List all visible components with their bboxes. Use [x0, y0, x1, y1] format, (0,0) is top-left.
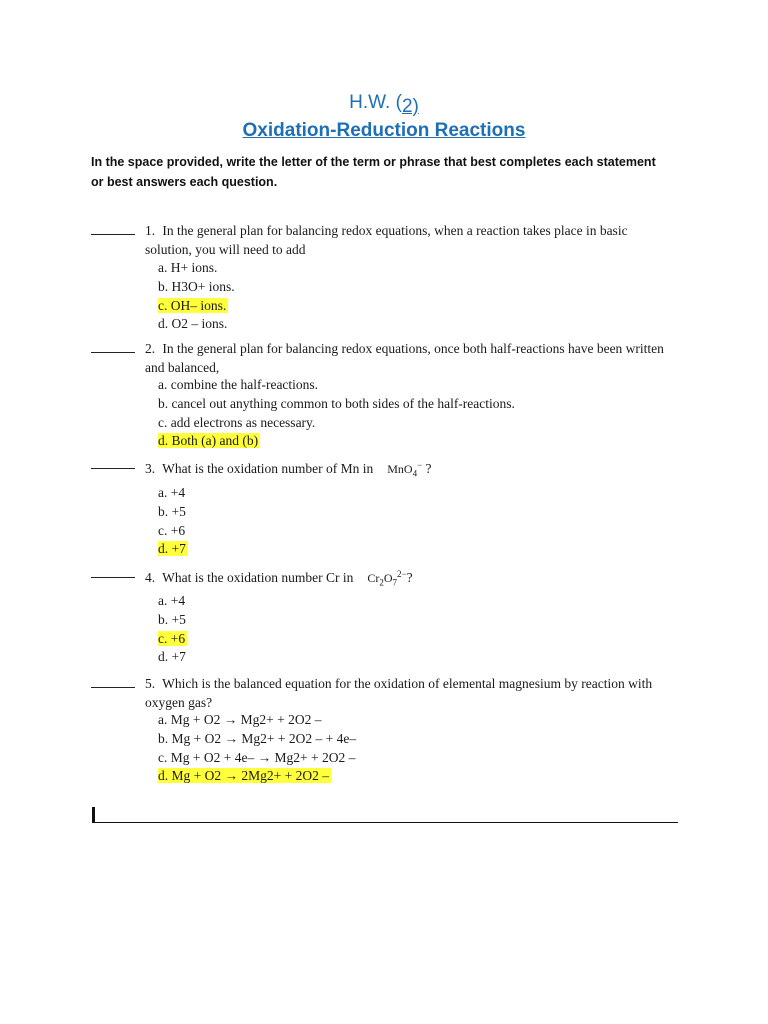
option-list [158, 484, 188, 559]
option: c. +6 [158, 522, 186, 538]
option-list [158, 259, 235, 334]
option-list [158, 711, 356, 786]
answer-blank[interactable] [91, 468, 135, 469]
option: a. +4 [158, 593, 186, 608]
answer-blank[interactable] [91, 577, 135, 578]
dichromate-formula: $Cr_2O_7^{2-}$ [367, 569, 407, 588]
option: d. O2 – ions. [158, 316, 228, 332]
question-stem: 1. In the general plan for balancing redox equations, when a reaction takes place in basic solution, you will need to add [145, 223, 628, 257]
answer-blank[interactable] [91, 352, 135, 353]
question-stem: 2. In the general plan for balancing redox equations, once both half-reactions have been written and balanced, [145, 341, 664, 375]
option: a. combine the half-reactions. [158, 377, 319, 392]
option: a. Mg + O2 → Mg2+ + 2O2 – [158, 712, 322, 727]
option-list [158, 592, 187, 667]
option: d. Both (a) and (b) [158, 433, 259, 449]
permanganate-formula: MnO$_4$− [387, 460, 423, 479]
page-subtitle: Oxidation-Reduction Reactions [242, 120, 526, 141]
answer-blank[interactable] [91, 234, 135, 235]
option: c. OH– ions. [158, 297, 227, 313]
option: b. +5 [158, 503, 186, 519]
question-stem: 4. What is the oxidation number Cr in $Cr_2O_7^{2-}$? [145, 565, 665, 592]
option: b. +5 [158, 611, 186, 627]
question-stem: 3. What is the oxidation number of Mn in MnO$_4$− ? [145, 456, 665, 483]
bottom-rule [92, 822, 678, 823]
option: b. Mg + O2 → Mg2+ + 2O2 – + 4e– [158, 730, 357, 746]
option: c. +6 [158, 630, 186, 646]
option: c. Mg + O2 + 4e– → Mg2+ + 2O2 – [158, 749, 356, 765]
option: b. cancel out anything common to both sides of the half-reactions. [158, 395, 515, 411]
question-stem: 5. Which is the balanced equation for the oxidation of elemental magnesium by reaction with oxygen gas? [145, 676, 653, 710]
title-prefix: H.W. ( [349, 92, 402, 113]
option: d. +7 [158, 541, 186, 557]
option: a. +4 [158, 485, 186, 500]
title-number: 2) [401, 96, 419, 117]
instructions-text: In the space provided, write the letter of the term or phrase that best completes each statement or best answers each question. [91, 155, 656, 189]
option-list [158, 376, 515, 451]
option: c. add electrons as necessary. [158, 414, 316, 430]
page-title [349, 92, 419, 117]
option: a. H+ ions. [158, 260, 218, 275]
option: d. Mg + O2 → 2Mg2+ + 2O2 – [158, 768, 329, 784]
text-cursor-mark [92, 807, 95, 823]
option: b. H3O+ ions. [158, 278, 235, 294]
title-block [0, 92, 768, 142]
answer-blank[interactable] [91, 687, 135, 688]
option: d. +7 [158, 649, 186, 665]
